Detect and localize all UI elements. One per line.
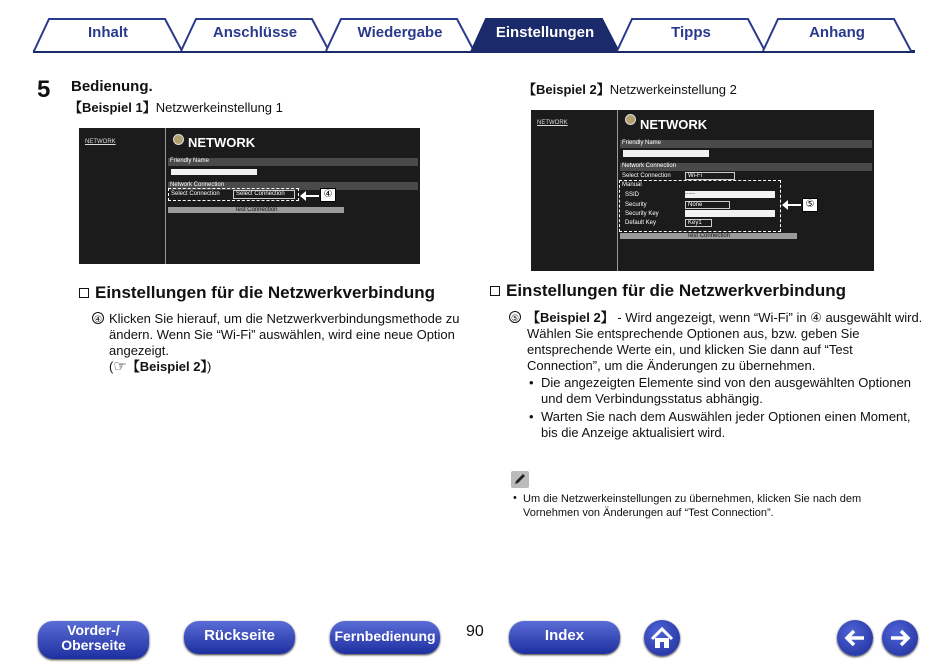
bullet-item: Die angezeigten Elemente sind von den ausgewählten Optionen und dem Verbindungsstatus abhängig. bbox=[541, 375, 912, 406]
arrow-left-icon bbox=[837, 620, 873, 656]
screen-sidebar-network: NETWORK bbox=[537, 120, 568, 126]
highlight-frame bbox=[619, 180, 781, 232]
example2-heading: Einstellungen für die Netzwerkverbindung bbox=[490, 281, 846, 301]
test-connection-button[interactable]: Test Connection bbox=[168, 207, 344, 213]
screen-sidebar-network: NETWORK bbox=[85, 139, 116, 145]
example1-caption: 【Beispiel 1】Netzwerkeinstellung 1 bbox=[69, 100, 283, 115]
globe-icon bbox=[625, 114, 636, 125]
front-top-button[interactable]: Vorder-/ Oberseite bbox=[38, 621, 149, 659]
page-number: 90 bbox=[466, 623, 484, 640]
back-button[interactable] bbox=[837, 620, 873, 656]
test-connection-button[interactable]: Test Connection bbox=[620, 233, 797, 239]
screen-title: NETWORK bbox=[640, 117, 708, 132]
callout-arrow bbox=[787, 204, 801, 206]
circled-number-5: ⑤ bbox=[510, 313, 520, 323]
screen-sidebar bbox=[79, 128, 166, 264]
pointing-hand-icon: ☞ bbox=[113, 358, 127, 375]
select-connection-dropdown[interactable]: Wi-Fi bbox=[685, 172, 735, 180]
example2-reference[interactable]: 【Beispiel 2】 bbox=[527, 310, 614, 325]
checkbox-square-icon bbox=[490, 286, 500, 296]
network-connection-label: Network Connection bbox=[168, 182, 418, 190]
select-connection-label: Select Connection bbox=[171, 191, 220, 197]
security-dropdown[interactable]: None bbox=[685, 201, 730, 209]
example2-item-marker bbox=[509, 310, 521, 326]
bullet-item: Warten Sie nach dem Auswählen jeder Optionen einen Moment, bis die Anzeige aktualisiert wird. bbox=[541, 409, 911, 440]
security-label: Security bbox=[625, 202, 647, 208]
highlight-frame bbox=[168, 188, 299, 201]
friendly-name-label: Friendly Name bbox=[620, 140, 872, 148]
rear-button[interactable]: Rückseite bbox=[184, 621, 295, 654]
friendly-name-label: Friendly Name bbox=[168, 158, 418, 166]
screen-sidebar bbox=[531, 110, 618, 271]
checkbox-square-icon bbox=[79, 288, 89, 298]
manual-label: Manual bbox=[622, 182, 642, 188]
bullet-icon: • bbox=[513, 492, 517, 504]
callout-4: ④ bbox=[320, 188, 336, 202]
tab-inhalt[interactable]: Inhalt bbox=[33, 18, 183, 51]
security-key-label: Security Key bbox=[625, 211, 659, 217]
example2-item-text: 【Beispiel 2】 - Wird angezeigt, wenn “Wi-Fi” in ④ ausgewählt wird. Wählen Sie entsprechende Optionen aus, bzw. geben Sie entsprechende Werte ein, und klicken Sie dann auf “Test Connection”, um die Änderungen zu übernehmen. bbox=[527, 310, 923, 373]
network-screen-example1 bbox=[79, 128, 420, 264]
example1-item-text: Klicken Sie hierauf, um die Netzwerkverbindungsmethode zu ändern. Wenn Sie “Wi-Fi” auswählen, wird eine neue Option angezeigt. (☞【Beispiel 2】) bbox=[109, 311, 489, 375]
remote-button[interactable]: Fernbedienung bbox=[330, 621, 440, 654]
bullet-icon: • bbox=[529, 375, 534, 390]
select-connection-label: Select Connection bbox=[622, 173, 671, 179]
callout-5: ⑤ bbox=[802, 198, 818, 212]
globe-icon bbox=[173, 134, 184, 145]
example1-reference[interactable]: (☞【Beispiel 2】) bbox=[109, 358, 212, 375]
home-button[interactable] bbox=[644, 620, 680, 656]
screen-title: NETWORK bbox=[188, 135, 256, 150]
select-connection-dropdown[interactable]: Select Connection bbox=[233, 190, 295, 199]
friendly-name-field[interactable] bbox=[623, 150, 709, 157]
network-screen-example2 bbox=[531, 110, 874, 271]
step-title: Bedienung. bbox=[71, 78, 153, 95]
default-key-dropdown[interactable]: Key1 bbox=[685, 219, 712, 227]
arrow-right-icon bbox=[882, 620, 918, 656]
network-connection-label: Network Connection bbox=[620, 163, 872, 171]
default-key-label: Default Key bbox=[625, 220, 657, 226]
tab-einstellungen[interactable]: Einstellungen bbox=[470, 18, 620, 51]
circled-number-4: ④ bbox=[93, 314, 103, 324]
example2-caption: 【Beispiel 2】Netzwerkeinstellung 2 bbox=[523, 82, 737, 97]
forward-button[interactable] bbox=[882, 620, 918, 656]
example1-heading: Einstellungen für die Netzwerkverbindung bbox=[79, 283, 435, 303]
bullet-icon: • bbox=[529, 409, 534, 424]
tab-wiedergabe[interactable]: Wiedergabe bbox=[325, 18, 475, 51]
home-icon bbox=[644, 620, 680, 656]
tab-tipps[interactable]: Tipps bbox=[616, 18, 766, 51]
index-button[interactable]: Index bbox=[509, 621, 620, 654]
callout-arrow bbox=[305, 195, 319, 197]
note-text: Um die Netzwerkeinstellungen zu übernehmen, klicken Sie nach dem Vornehmen von Änderungen auf “Test Connection”. bbox=[523, 493, 862, 519]
tab-anhang[interactable]: Anhang bbox=[762, 18, 912, 51]
friendly-name-field[interactable] bbox=[171, 169, 257, 175]
step-number: 5 bbox=[37, 76, 51, 103]
pencil-icon bbox=[511, 471, 529, 488]
tab-anschluesse[interactable]: Anschlüsse bbox=[180, 18, 330, 51]
ssid-field[interactable]: ------ bbox=[685, 191, 775, 198]
ssid-label: SSID bbox=[625, 192, 640, 198]
